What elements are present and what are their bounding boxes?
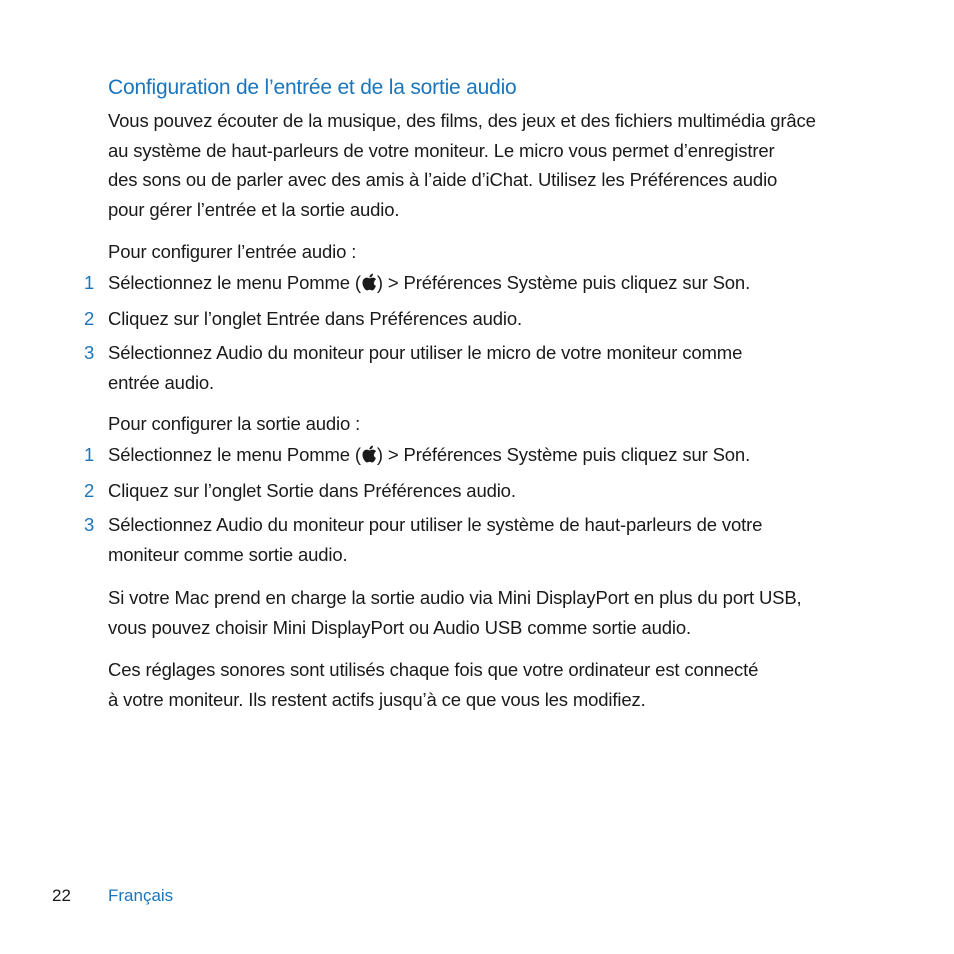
apple-menu-icon [361,273,377,291]
step-text: Sélectionnez Audio du moniteur pour utiliser le micro de votre moniteur comme entrée audio. [108,342,743,393]
intro-line: pour gérer l’entrée et la sortie audio. [108,198,400,220]
step-number: 2 [84,308,95,329]
step-text: Cliquez sur l’onglet Entrée dans Préférences audio. [108,308,522,329]
usb-note-paragraph: Si votre Mac prend en charge la sortie audio via Mini DisplayPort en plus du port USB, vous pouvez choisir Mini DisplayPort ou Audio USB comme sortie audio. [108,587,802,638]
step-text: Sélectionnez le menu Pomme ( ) > Préférences Système puis cliquez sur Son. [108,444,751,465]
page-number: 22 [52,886,71,905]
section-title: Configuration de l’entrée et de la sortie audio [108,76,517,99]
footer-language: Français [108,886,174,905]
step-text: Sélectionnez Audio du moniteur pour utiliser le système de haut-parleurs de votre moniteur comme sortie audio. [108,514,763,565]
intro-paragraph [108,106,888,224]
step-number: 1 [84,444,95,465]
step-number: 3 [84,342,95,363]
intro-line: au système de haut-parleurs de votre moniteur. Le micro vous permet d’enregistrer [108,139,775,161]
intro-line: des sons ou de parler avec des amis à l’aide d’iChat. Utilisez les Préférences audio [108,169,778,190]
step-number: 1 [84,272,95,293]
apple-menu-icon [361,445,377,463]
step-number: 2 [84,480,95,501]
input-procedure-heading: Pour configurer l’entrée audio : [108,241,357,262]
output-procedure-heading: Pour configurer la sortie audio : [108,413,361,434]
step-text: Cliquez sur l’onglet Sortie dans Préférences audio. [108,480,516,501]
intro-line: Vous pouvez écouter de la musique, des films, des jeux et des fichiers multimédia grâce [108,110,816,131]
step-number: 3 [84,514,95,535]
step-text: Sélectionnez le menu Pomme ( ) > Préférences Système puis cliquez sur Son. [108,272,751,293]
settings-note-paragraph: Ces réglages sonores sont utilisés chaque fois que votre ordinateur est connecté à votre moniteur. Ils restent actifs jusqu’à ce que vous les modifiez. [108,659,759,710]
